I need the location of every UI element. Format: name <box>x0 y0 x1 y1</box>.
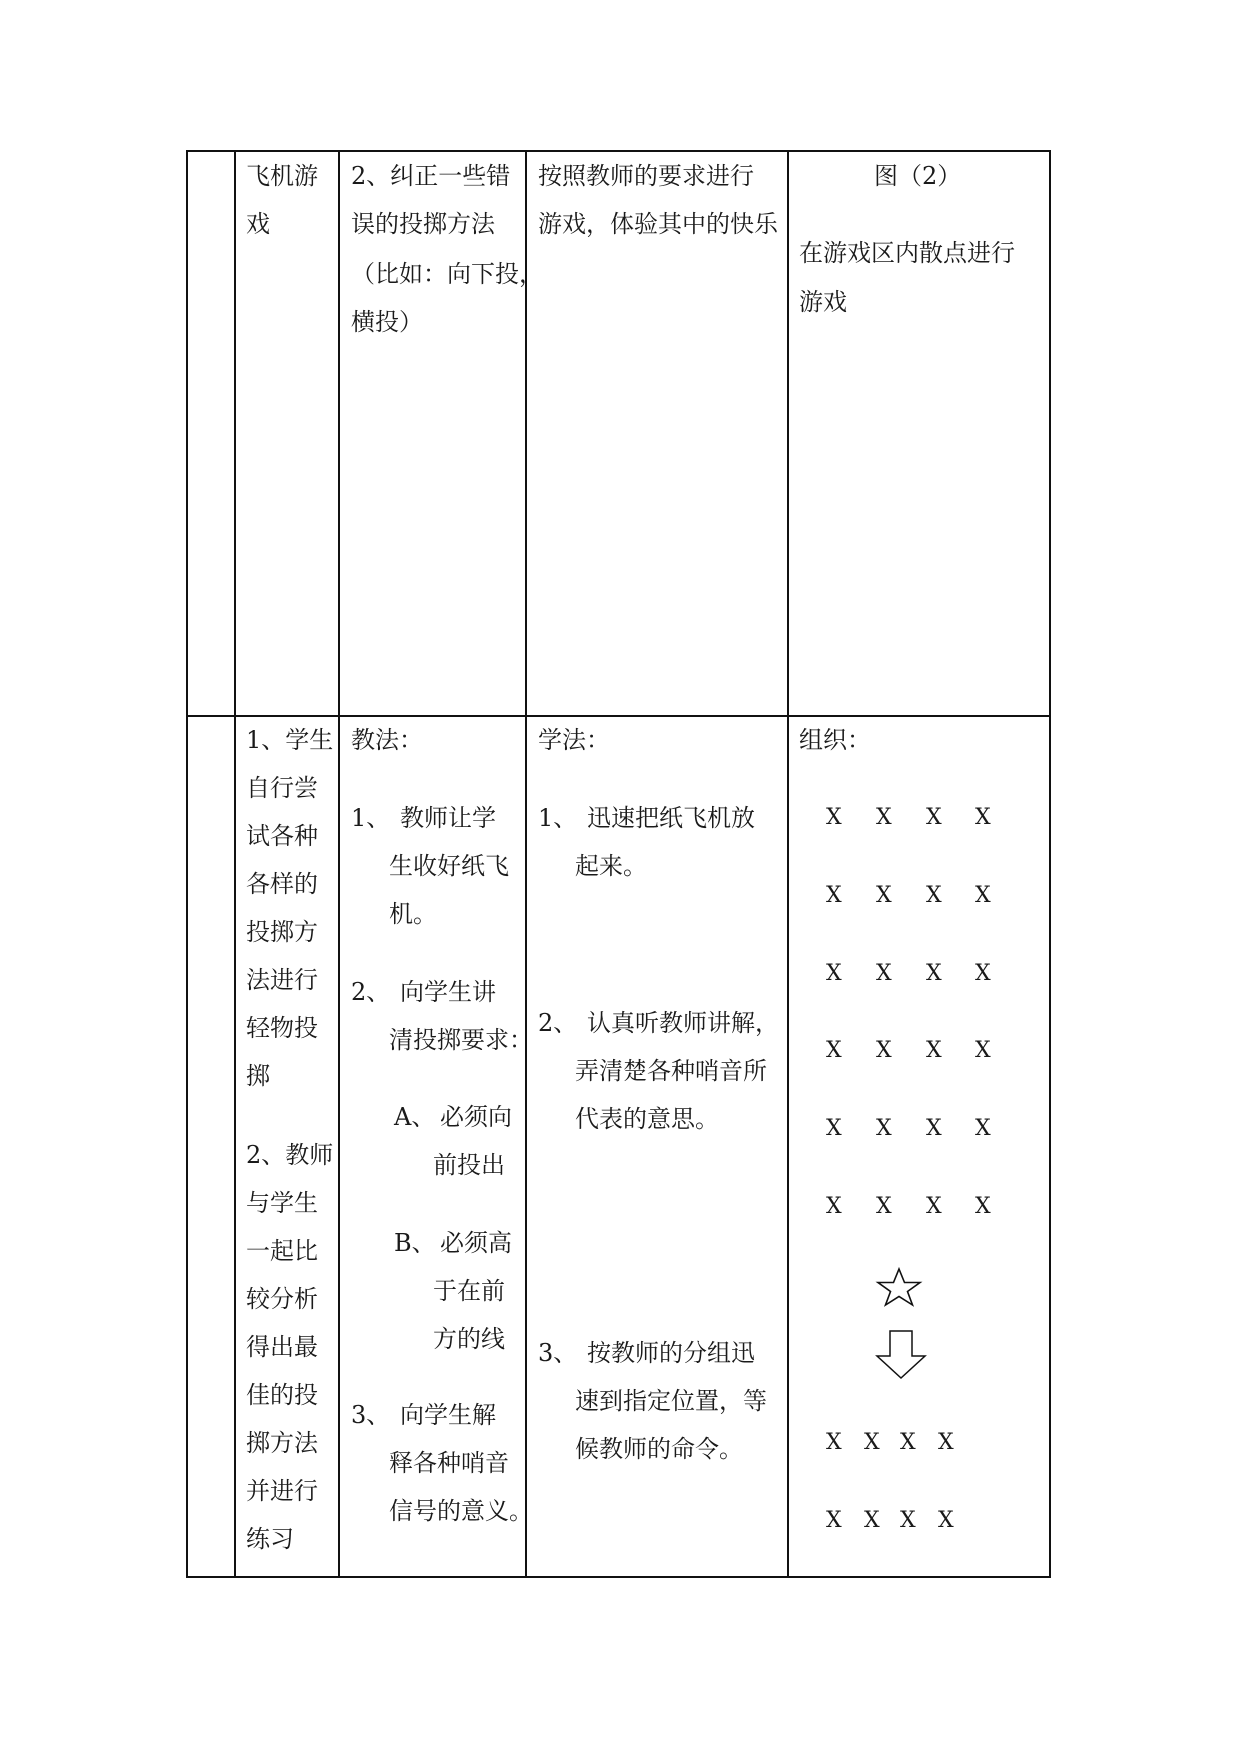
row2-content-line: 自行尝 <box>246 774 318 802</box>
row1-org-line: 游戏 <box>799 288 847 316</box>
formation-x-mark: X <box>926 883 942 908</box>
teaching-item-number: 1、 <box>351 804 391 832</box>
formation-x-mark: X <box>876 1038 892 1063</box>
formation-x-mark: X <box>926 1194 942 1219</box>
teaching-heading: 教法： <box>351 726 423 754</box>
formation-x-mark: X <box>975 1194 991 1219</box>
formation-x-mark: X <box>826 1038 842 1063</box>
row1-content-line: 戏 <box>246 210 270 238</box>
table-col-line-5 <box>787 150 789 1578</box>
row2-content-line: 2、教师 <box>246 1141 334 1169</box>
table-top-border <box>186 150 1051 152</box>
learning-item-number: 1、 <box>538 804 578 832</box>
formation-x-mark: X <box>826 1508 842 1533</box>
row1-teaching-line: （比如：向下投， <box>351 260 543 288</box>
row2-content-line: 一起比 <box>246 1237 318 1265</box>
row2-content-line: 掷方法 <box>246 1429 318 1457</box>
teaching-subitem-letter: A、 <box>394 1103 436 1131</box>
formation-x-mark: X <box>826 961 842 986</box>
formation-x-mark: X <box>876 883 892 908</box>
teaching-item-line: 机。 <box>389 900 437 928</box>
formation-x-mark: X <box>864 1430 880 1455</box>
learning-item-line: 按教师的分组迅 <box>587 1339 755 1367</box>
teaching-item-line: 生收好纸飞 <box>389 852 509 880</box>
formation-x-mark: X <box>900 1508 916 1533</box>
row1-teaching-line: 误的投掷方法 <box>351 210 495 238</box>
row2-content-line: 轻物投 <box>246 1014 318 1042</box>
formation-x-mark: X <box>975 1116 991 1141</box>
formation-x-mark: X <box>926 805 942 830</box>
formation-x-mark: X <box>826 1430 842 1455</box>
teaching-item-line: 释各种哨音 <box>389 1449 509 1477</box>
table-col-line-3 <box>338 150 340 1578</box>
teaching-item-line: 于在前 <box>433 1277 505 1305</box>
teaching-item-line: 教师让学 <box>400 804 496 832</box>
row2-content-line: 得出最 <box>246 1333 318 1361</box>
formation-x-mark: X <box>826 883 842 908</box>
teaching-item-line: 必须向 <box>440 1103 512 1131</box>
teaching-item-line: 清投掷要求： <box>389 1026 533 1054</box>
row1-figure-label: 图（2） <box>874 162 962 190</box>
learning-item-line: 弄清楚各种哨音所 <box>575 1057 767 1085</box>
row2-content-line: 各样的 <box>246 870 318 898</box>
teaching-item-line: 向学生讲 <box>400 978 496 1006</box>
formation-x-mark: X <box>926 1116 942 1141</box>
formation-x-mark: X <box>938 1508 954 1533</box>
row1-teaching-line: 横投） <box>351 308 423 336</box>
row2-content-line: 试各种 <box>246 822 318 850</box>
formation-x-mark: X <box>826 1194 842 1219</box>
organization-heading: 组织： <box>799 726 871 754</box>
formation-x-mark: X <box>900 1430 916 1455</box>
table-col-line-4 <box>525 150 527 1578</box>
row2-content-line: 练习 <box>246 1525 294 1553</box>
learning-item-line: 候教师的命令。 <box>575 1435 743 1463</box>
teaching-item-line: 前投出 <box>433 1151 505 1179</box>
learning-item-line: 认真听教师讲解， <box>587 1009 779 1037</box>
formation-x-mark: X <box>876 805 892 830</box>
table-bottom-border <box>186 1576 1051 1578</box>
formation-x-mark: X <box>826 1116 842 1141</box>
learning-item-line: 代表的意思。 <box>575 1105 719 1133</box>
row2-content-line: 并进行 <box>246 1477 318 1505</box>
learning-item-line: 起来。 <box>575 852 647 880</box>
row1-learning-line: 游戏，体验其中的快乐 <box>538 210 778 238</box>
learning-heading: 学法： <box>538 726 610 754</box>
row1-org-line: 在游戏区内散点进行 <box>799 239 1015 267</box>
learning-item-line: 迅速把纸飞机放 <box>587 804 755 832</box>
teaching-item-number: 3、 <box>351 1401 391 1429</box>
formation-x-mark: X <box>926 961 942 986</box>
row1-teaching-line: 2、纠正一些错 <box>351 162 511 190</box>
star-outline-icon <box>874 1267 924 1307</box>
formation-x-mark: X <box>926 1038 942 1063</box>
table-col-line-6 <box>1049 150 1051 1578</box>
formation-x-mark: X <box>876 961 892 986</box>
learning-item-number: 3、 <box>538 1339 578 1367</box>
teaching-item-line: 必须高 <box>440 1229 512 1257</box>
teaching-subitem-letter: B、 <box>394 1229 436 1257</box>
learning-item-number: 2、 <box>538 1009 578 1037</box>
down-arrow-outline-icon <box>875 1330 927 1380</box>
row2-content-line: 法进行 <box>246 966 318 994</box>
teaching-item-number: 2、 <box>351 978 391 1006</box>
row2-content-line: 佳的投 <box>246 1381 318 1409</box>
formation-x-mark: X <box>876 1116 892 1141</box>
table-col-line-1 <box>186 150 188 1578</box>
row2-content-line: 较分析 <box>246 1285 318 1313</box>
teaching-item-line: 信号的意义。 <box>389 1497 533 1525</box>
row2-content-line: 投掷方 <box>246 918 318 946</box>
teaching-item-line: 方的线 <box>433 1325 505 1353</box>
row2-content-line: 与学生 <box>246 1189 318 1217</box>
formation-x-mark: X <box>938 1430 954 1455</box>
formation-x-mark: X <box>975 1038 991 1063</box>
learning-item-line: 速到指定位置，等 <box>575 1387 767 1415</box>
formation-x-mark: X <box>864 1508 880 1533</box>
formation-x-mark: X <box>975 883 991 908</box>
formation-x-mark: X <box>876 1194 892 1219</box>
formation-x-mark: X <box>975 961 991 986</box>
formation-x-mark: X <box>975 805 991 830</box>
table-col-line-2 <box>234 150 236 1578</box>
table-row-divider <box>186 715 1051 717</box>
teaching-item-line: 向学生解 <box>400 1401 496 1429</box>
row1-content-line: 飞机游 <box>246 162 318 190</box>
row1-learning-line: 按照教师的要求进行 <box>538 162 754 190</box>
formation-x-mark: X <box>826 805 842 830</box>
row2-content-line: 1、学生 <box>246 726 334 754</box>
row2-content-line: 掷 <box>246 1062 270 1090</box>
